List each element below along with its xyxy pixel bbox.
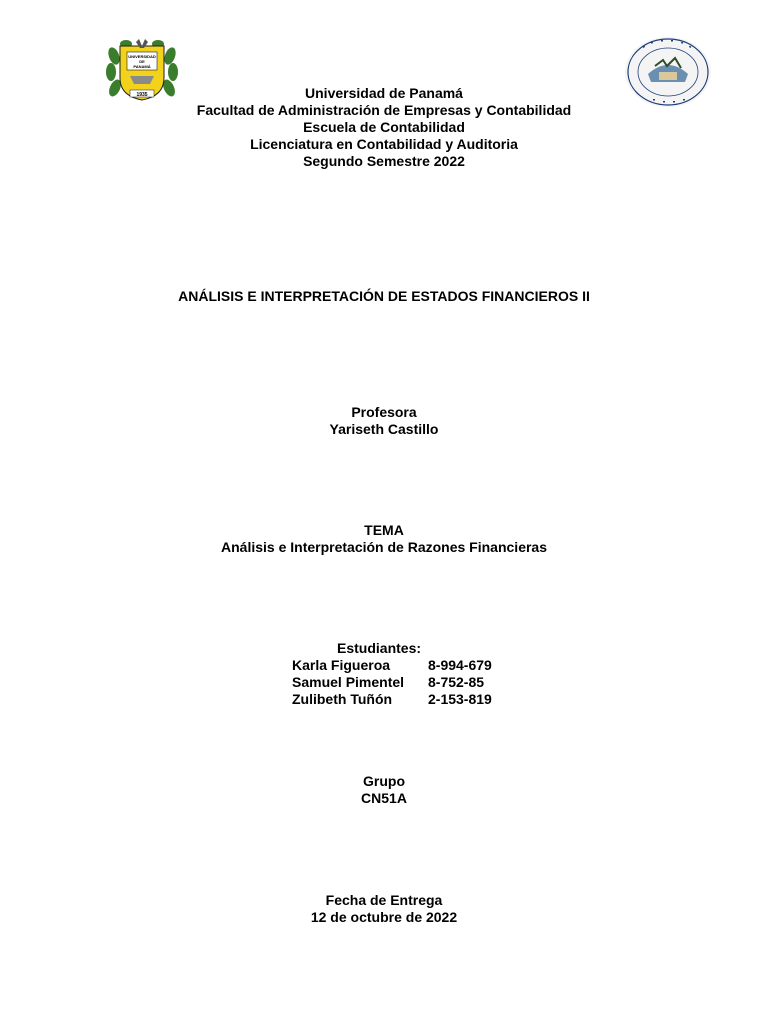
svg-text:UNIVERSIDAD: UNIVERSIDAD (128, 54, 156, 59)
university-name: Universidad de Panamá (305, 85, 463, 101)
svg-text:1935: 1935 (136, 92, 148, 98)
student-id: 8-752-85 (428, 674, 485, 690)
subject-section (0, 288, 768, 305)
program-name: Licenciatura en Contabilidad y Auditoria (250, 136, 518, 152)
student-row (292, 657, 522, 674)
document-header (0, 85, 768, 170)
topic-section (0, 522, 768, 556)
svg-text:DE: DE (139, 59, 145, 64)
semester: Segundo Semestre 2022 (303, 153, 465, 169)
students-list (292, 657, 522, 708)
student-name: Zulibeth Tuñón (292, 691, 393, 707)
subject-title: ANÁLISIS E INTERPRETACIÓN DE ESTADOS FINANCIEROS II (178, 288, 590, 304)
delivery-date: 12 de octubre de 2022 (310, 909, 458, 925)
professor-name: Yariseth Castillo (329, 421, 439, 437)
student-id: 8-994-679 (428, 657, 492, 673)
topic-title: Análisis e Interpretación de Razones Financieras (221, 539, 547, 555)
professor-section (0, 404, 768, 438)
student-id: 2-153-819 (428, 691, 492, 707)
faculty-name: Facultad de Administración de Empresas y Contabilidad (196, 102, 572, 118)
school-name: Escuela de Contabilidad (303, 119, 465, 135)
group-value: CN51A (361, 790, 407, 806)
student-row (292, 674, 522, 691)
student-row (292, 691, 522, 708)
delivery-section (0, 892, 768, 926)
group-label: Grupo (363, 773, 405, 789)
student-name: Samuel Pimentel (292, 674, 405, 690)
topic-label: TEMA (364, 522, 404, 538)
students-label: Estudiantes: (337, 640, 422, 656)
professor-label: Profesora (351, 404, 417, 420)
group-section (0, 773, 768, 807)
student-name: Karla Figueroa (292, 657, 391, 673)
svg-text:PANAMÁ: PANAMÁ (133, 64, 151, 69)
delivery-label: Fecha de Entrega (325, 892, 443, 908)
